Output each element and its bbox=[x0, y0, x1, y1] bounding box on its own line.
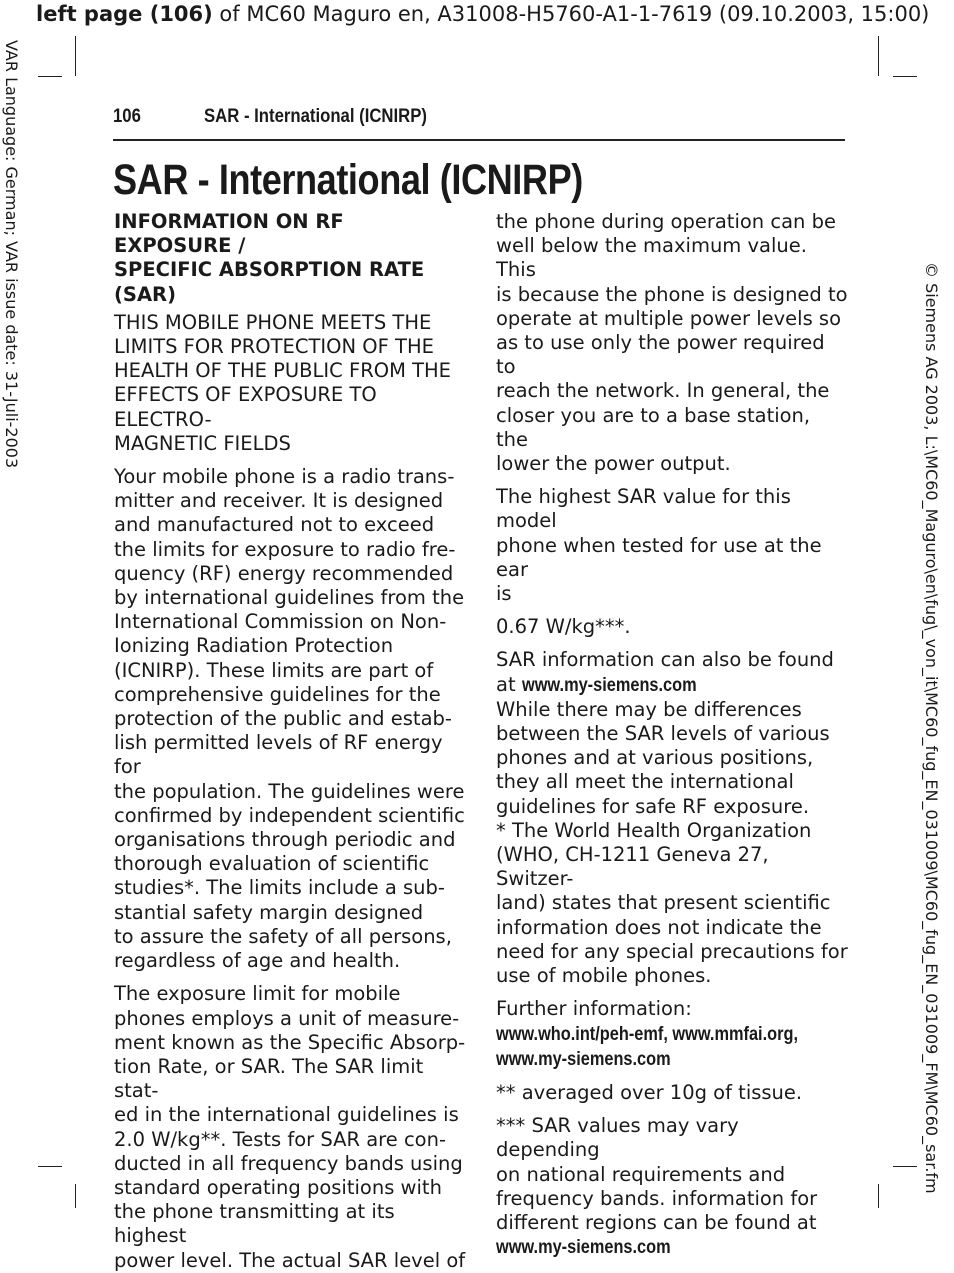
side-language-info bbox=[2, 40, 20, 480]
caps-paragraph: THIS MOBILE PHONE MEETS THE LIMITS FOR PROTECTION OF THE HEALTH OF THE PUBLIC FROM THE EFFECTS OF EXPOSURE TO ELECTRO- MAGNETIC FIELDS bbox=[114, 310, 452, 455]
body-paragraph bbox=[496, 648, 848, 697]
body-paragraph: The exposure limit for mobile phones employs a unit of measure- ment known as the Specific Absorp- tion Rate, or SAR. The SAR limit stat- ed in the international guidelines is 2.0 W/kg**. Tests for SAR are con- ducted in all frequency bands using standard operating positions with the phone transmitting at its highest power level. The actual SAR level of bbox=[114, 982, 466, 1272]
header-rule bbox=[113, 139, 845, 141]
left-column bbox=[114, 210, 466, 1273]
siemens-link[interactable]: www.my-siemens.com bbox=[496, 1237, 671, 1259]
footnote: * The World Health Organization (WHO, CH-1211 Geneva 27, Switzer- land) states that present scientific information does not indicate the need for any special precautions for use of mobile phones. bbox=[496, 818, 848, 988]
right-column bbox=[496, 210, 848, 1260]
section-heading: INFORMATION ON RF EXPOSURE / SPECIFIC ABSORPTION RATE (SAR) bbox=[114, 210, 425, 306]
siemens-link[interactable]: www.my-siemens.com bbox=[521, 674, 697, 696]
further-info-label: Further information: bbox=[496, 997, 692, 1021]
crop-mark bbox=[75, 1184, 76, 1208]
footnote: ** averaged over 10g of tissue. bbox=[496, 1080, 803, 1104]
sar-value: 0.67 W/kg***. bbox=[496, 615, 631, 639]
crop-mark bbox=[878, 1184, 879, 1208]
crop-mark bbox=[38, 76, 62, 77]
further-info-link[interactable]: www.my-siemens.com bbox=[496, 1048, 671, 1070]
crop-mark bbox=[38, 1166, 62, 1167]
sar-info-text: SAR information can also be found at bbox=[496, 648, 834, 696]
body-paragraph: Your mobile phone is a radio trans- mitter and receiver. It is designed and manufactured not to exceed the limits for exposure to radio fre- quency (RF) energy recommended by international guidelines from the International Commission on Non- Ionizing Radiation Protection (ICNIRP). These limits are part of comprehensive guidelines for the protection of the public and estab- lish permitted levels of RF energy for the population. The guidelines were confirmed by independent scientific organisations through periodic and thorough evaluation of scientific studies*. The limits include a sub- stantial safety margin designed to assure the safety of all persons, regardless of age and health. bbox=[114, 465, 465, 973]
further-info-links bbox=[496, 1022, 848, 1072]
print-header bbox=[36, 1, 929, 27]
crop-mark bbox=[878, 36, 879, 76]
running-header: SAR - International (ICNIRP) bbox=[204, 106, 427, 127]
print-header-info: of MC60 Maguro en, A31008-H5760-A1-1-7619 (09.10.2003, 15:00) bbox=[212, 2, 930, 26]
crop-mark bbox=[893, 76, 917, 77]
crop-mark bbox=[893, 1166, 917, 1167]
footnote-link-line bbox=[496, 1235, 848, 1260]
side-language-text: VAR Language: German; VAR issue date: 31-Juli-2003 bbox=[2, 40, 21, 469]
footnote: *** SAR values may vary depending on national requirements and frequency bands. information for different regions can be found at bbox=[496, 1114, 818, 1234]
side-file-path-text: © Siemens AG 2003, L:\MC60_Maguro\en\fug\_von_it\MC60_fug_EN_031009\MC60_fug_EN_031009_FM\MC60_sar.fm bbox=[922, 262, 941, 1194]
page-title: SAR - International (ICNIRP) bbox=[113, 156, 583, 204]
crop-mark bbox=[75, 36, 76, 76]
page-number: 106 bbox=[113, 106, 141, 127]
body-paragraph: the phone during operation can be well below the maximum value. This is because the phone is designed to operate at multiple power levels so as to use only the power required to reach the network. In general, the closer you are to a base station, the lower the power output. bbox=[496, 210, 848, 476]
print-header-page: left page (106) bbox=[36, 2, 213, 26]
further-info-link[interactable]: www.who.int/peh-emf, www.mmfai.org, bbox=[496, 1023, 799, 1045]
body-paragraph: While there may be differences between the SAR levels of various phones and at various positions, they all meet the international guidelines for safe RF exposure. bbox=[496, 697, 830, 818]
body-paragraph: The highest SAR value for this model phone when tested for use at the ear is bbox=[496, 485, 822, 606]
side-file-path bbox=[922, 262, 942, 1246]
